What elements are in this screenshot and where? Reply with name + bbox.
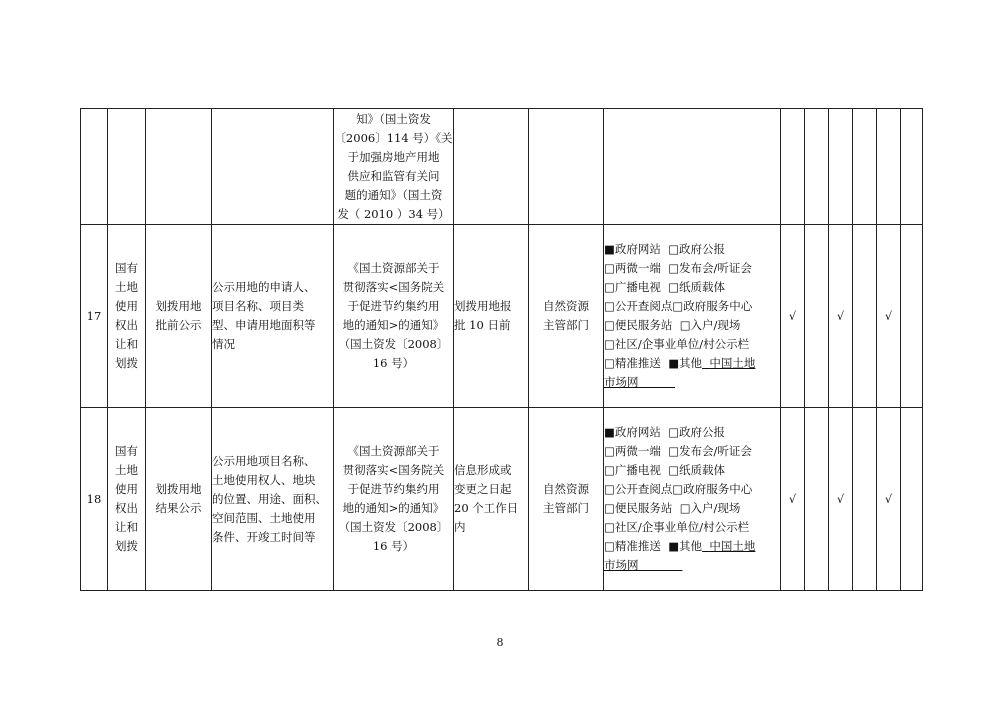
category-line: 划拨: [115, 356, 138, 370]
page-number: 8: [496, 636, 504, 649]
content-line: 公示用地的申请人、: [212, 280, 316, 294]
channel-option: □纸质载体: [668, 463, 726, 477]
check-cell: √: [781, 225, 805, 408]
channel-line: [604, 297, 780, 316]
category-line: 让和: [115, 520, 138, 534]
channel-line: [604, 499, 780, 518]
table-row-18: [81, 408, 923, 591]
channel-line: [604, 423, 780, 442]
check-cell: [853, 408, 877, 591]
dept-line: 主管部门: [543, 501, 589, 515]
category-line: 国有: [115, 261, 138, 275]
channel-option: □入户/现场: [679, 501, 741, 515]
basis-line: 贯彻落实<国务院关: [342, 463, 445, 477]
time-cell: [454, 109, 529, 225]
channel-line: [604, 461, 780, 480]
basis-line: 知》（国土资发: [356, 112, 431, 126]
item-line: 划拨用地: [155, 299, 202, 313]
category-cell: [108, 408, 146, 591]
channel-cell: [604, 225, 781, 408]
basis-line: 地的通知>的通知》: [342, 501, 445, 515]
basis-line: 地的通知>的通知》: [342, 318, 445, 332]
item-cell: [146, 225, 212, 408]
channel-option: □政府公报: [668, 425, 726, 439]
time-line: 信息形成或: [454, 463, 512, 477]
check-cell: [853, 225, 877, 408]
channel-line: [604, 373, 780, 392]
channel-option: ■其他: [668, 356, 703, 370]
dept-line: 自然资源: [543, 482, 589, 496]
content-cell: [212, 225, 334, 408]
channel-option: □精准推送: [604, 539, 661, 553]
channel-cell: [604, 109, 781, 225]
check-cell: [901, 408, 923, 591]
basis-line: 于促进节约集约用: [347, 299, 440, 313]
channel-option: ■政府网站: [604, 242, 661, 256]
channel-line: [604, 316, 780, 335]
check-cell: [901, 225, 923, 408]
time-line: 划拨用地报: [454, 299, 512, 313]
item-cell: [146, 408, 212, 591]
channel-line: [604, 537, 780, 556]
content-cell: [212, 109, 334, 225]
basis-cell: [334, 109, 454, 225]
row-number: 17: [81, 225, 108, 408]
channel-option: □社区/企事业单位/村公示栏: [604, 337, 750, 351]
check-cell: [781, 109, 805, 225]
table-row-continuation: [81, 109, 923, 225]
time-line: 内: [454, 520, 466, 534]
check-cell: [805, 225, 829, 408]
channel-option: □社区/企事业单位/村公示栏: [604, 520, 750, 534]
channel-line: [604, 518, 780, 537]
content-line: 空间范围、土地使用: [212, 510, 316, 525]
basis-line: 《国土资源部关于: [347, 261, 440, 275]
content-line: 情况: [212, 337, 235, 351]
category-line: 土地: [115, 463, 138, 477]
channel-line: [604, 480, 780, 499]
channel-option: □发布会/听证会: [668, 444, 752, 458]
disclosure-table: [80, 108, 923, 591]
other-text: 中国土地: [709, 539, 756, 553]
content-line: 型、申请用地面积等: [212, 318, 316, 332]
channel-option: □纸质载体: [668, 280, 726, 294]
content-line: 公示用地项目名称、: [212, 453, 316, 468]
item-line: 结果公示: [155, 501, 202, 515]
basis-line: （国土资发〔2008〕: [338, 337, 449, 351]
channel-option: □政府服务中心: [672, 299, 753, 313]
channel-option: □精准推送: [604, 356, 661, 370]
category-line: 划拨: [115, 539, 138, 553]
dept-cell: [529, 408, 604, 591]
channel-option: ■其他: [668, 539, 703, 553]
channel-cell: [604, 408, 781, 591]
time-cell: [454, 225, 529, 408]
channel-option: □广播电视: [604, 280, 661, 294]
check-cell: [853, 109, 877, 225]
check-cell: √: [781, 408, 805, 591]
row-number: 18: [81, 408, 108, 591]
dept-line: 主管部门: [543, 318, 589, 332]
channel-line: [604, 354, 780, 373]
channel-option: □入户/现场: [679, 318, 741, 332]
check-cell: √: [829, 225, 853, 408]
basis-cell: [334, 225, 454, 408]
time-cell: [454, 408, 529, 591]
content-line: 土地使用权人、地块: [212, 472, 316, 487]
item-line: 批前公示: [155, 318, 202, 332]
other-text-cont: 市场网: [604, 558, 639, 572]
dept-line: 自然资源: [543, 299, 589, 313]
check-cell: [805, 408, 829, 591]
category-cell: [108, 109, 146, 225]
other-text-cont: 市场网: [604, 375, 639, 389]
table-row-17: [81, 225, 923, 408]
channel-line: [604, 259, 780, 278]
channel-option: □公开查阅点: [604, 482, 673, 496]
basis-line: 于加强房地产用地: [347, 150, 440, 164]
other-text: 中国土地: [709, 356, 756, 370]
channel-option: □政府公报: [668, 242, 726, 256]
channel-option: □两微一端: [604, 261, 661, 275]
basis-line: 16 号）: [372, 539, 415, 553]
channel-option: □两微一端: [604, 444, 661, 458]
channel-line: [604, 240, 780, 259]
channel-line: [604, 335, 780, 354]
channel-option: □发布会/听证会: [668, 261, 752, 275]
basis-line: 贯彻落实<国务院关: [342, 280, 445, 294]
check-cell: √: [829, 408, 853, 591]
basis-cell: [334, 408, 454, 591]
time-line: 批 10 日前: [454, 318, 511, 332]
time-line: 变更之日起: [454, 482, 512, 496]
check-cell: [805, 109, 829, 225]
category-cell: [108, 225, 146, 408]
check-cell: [877, 109, 901, 225]
channel-option: □便民服务站: [604, 318, 673, 332]
basis-line: 题的通知》（国土资: [344, 188, 443, 202]
category-line: 让和: [115, 337, 138, 351]
channel-option: □广播电视: [604, 463, 661, 477]
content-line: 项目名称、项目类: [212, 299, 304, 313]
content-line: 的位置、用途、面积、: [212, 491, 327, 506]
category-line: 使用: [115, 482, 138, 496]
channel-line: [604, 442, 780, 461]
check-cell: √: [877, 225, 901, 408]
category-line: 权出: [115, 318, 138, 332]
num-cell: [81, 109, 108, 225]
dept-cell: [529, 225, 604, 408]
basis-line: 《国土资源部关于: [347, 444, 440, 458]
basis-line: 发（ 2010 ）34 号）: [337, 207, 450, 221]
channel-option: □公开查阅点: [604, 299, 673, 313]
category-line: 权出: [115, 501, 138, 515]
item-cell: [146, 109, 212, 225]
check-cell: [829, 109, 853, 225]
check-cell: [901, 109, 923, 225]
basis-line: 于促进节约集约用: [347, 482, 440, 496]
content-line: 条件、开竣工时间等: [212, 529, 316, 544]
basis-line: （国土资发〔2008〕: [338, 520, 449, 534]
basis-line: 16 号）: [372, 356, 415, 370]
dept-cell: [529, 109, 604, 225]
channel-line: [604, 278, 780, 297]
channel-line: [604, 556, 780, 575]
basis-line: 〔2006〕114 号）《关: [334, 131, 453, 145]
category-line: 土地: [115, 280, 138, 294]
content-cell: [212, 408, 334, 591]
item-line: 划拨用地: [155, 482, 202, 496]
channel-option: □政府服务中心: [672, 482, 753, 496]
channel-option: ■政府网站: [604, 425, 661, 439]
category-line: 国有: [115, 444, 138, 458]
channel-option: □便民服务站: [604, 501, 673, 515]
category-line: 使用: [115, 299, 138, 313]
check-cell: √: [877, 408, 901, 591]
time-line: 20 个工作日: [454, 501, 519, 515]
basis-line: 供应和监管有关问: [347, 169, 440, 183]
